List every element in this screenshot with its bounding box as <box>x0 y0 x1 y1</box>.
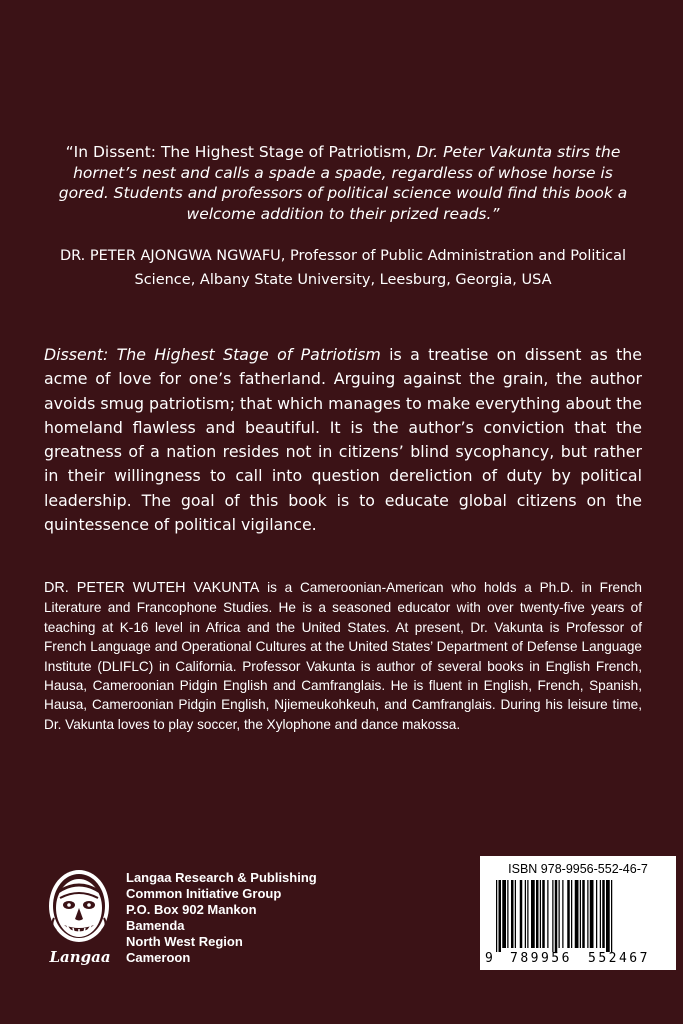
publisher-line: Bamenda <box>126 918 185 933</box>
barcode-bar <box>567 880 570 948</box>
barcode-bar <box>562 880 563 948</box>
author-name: DR. PETER WUTEH VAKUNTA <box>44 580 260 596</box>
endorsement-quote <box>46 142 640 224</box>
barcode-bar <box>606 880 610 952</box>
barcode-bar <box>611 880 612 952</box>
barcode-bar <box>531 880 535 948</box>
barcode-bar <box>507 880 508 948</box>
publisher-line: P.O. Box 902 Mankon <box>126 902 257 917</box>
barcode-bar <box>525 880 526 948</box>
barcode-bar <box>540 880 541 948</box>
publisher-line: Langaa Research & Publishing <box>126 870 317 885</box>
publisher-logo-text: Langaa <box>49 948 111 966</box>
publisher-address <box>126 870 317 966</box>
barcode-digits-left: 789956 <box>510 951 572 966</box>
barcode-bar <box>559 880 560 948</box>
barcode-bar <box>496 880 497 952</box>
barcode-bar <box>580 880 581 948</box>
publisher-logo <box>40 864 118 972</box>
barcode-bar <box>499 880 502 952</box>
quote-lead: “In Dissent: The Highest Stage of Patriotism, <box>65 143 417 161</box>
barcode-bar <box>515 880 516 948</box>
barcode-bar <box>536 880 539 948</box>
publisher-line: Cameroon <box>126 950 191 965</box>
barcode-bar <box>602 880 605 948</box>
barcode-bar <box>527 880 528 948</box>
quote-italic: Dr. Peter Vakunta stirs the hornet’s nest and calls a spade a spade, regardless of whose horse is gored. Students and professors of political science would find this book a welcome addition to their prized reads.” <box>58 143 628 223</box>
author-bio <box>44 578 642 734</box>
barcode-bar <box>547 880 548 948</box>
barcode-bar <box>542 880 545 948</box>
barcode-bar <box>502 880 506 948</box>
isbn-barcode <box>480 856 676 970</box>
synopsis-text: is a treatise on dissent as the acme of love for one’s fatherland. Arguing against the grain, the author avoids smug patriotism; that which manages to make everything about the homeland flawless and beautiful. It is the author’s conviction that the greatness of a nation resides not in citizens’ blind sycophancy, but rather in their willingness to call into question dereliction of duty by political leadership. The goal of this book is to educate global citizens on the quintessence of political vigilance. <box>44 345 643 535</box>
publisher-line: Common Initiative Group <box>126 886 282 901</box>
synopsis-book-title: Dissent: The Highest Stage of Patriotism <box>44 345 381 364</box>
barcode-bar <box>582 880 585 948</box>
barcode-bar <box>596 880 597 948</box>
endorser-credit: DR. PETER AJONGWA NGWAFU, Professor of Public Administration and Political Science, Albany State University, Leesburg, Georgia, USA <box>59 248 627 288</box>
author-bio-text: is a Cameroonian-American who holds a Ph.D. in French Literature and Francophone Studies. He is a seasoned educator with over twenty-five years of teaching at K-16 level in Africa and the United States. At present, Dr. Vakunta is Professor of French Language and Operational Cultures at the United States’ Department of Defense Language Institute (DLIFLC) in California. Professor Vakunta is author of several books in English French, Hausa, Cameroonian Pidgin English and Camfranglais. He is fluent in English, French, Spanish, Hausa, Cameroonian Pidgin English, Njiemeukohkeuh, and Camfranglais. During his leisure time, Dr. Vakunta loves to play soccer, the Xylophone and dance makossa. <box>44 580 642 732</box>
barcode-digits-right: 552467 <box>588 951 650 966</box>
barcode-bar <box>600 880 601 948</box>
barcode-bar <box>552 880 553 952</box>
barcode-bar <box>511 880 514 948</box>
barcode-bar <box>590 880 594 948</box>
barcode-bar <box>555 880 558 952</box>
publisher-line: North West Region <box>126 934 243 949</box>
barcode-digit-first: 9 <box>485 951 493 966</box>
barcode-bar <box>587 880 588 948</box>
barcode-bar <box>520 880 523 948</box>
barcode-bar <box>571 880 572 948</box>
barcode-bar <box>575 880 579 948</box>
book-synopsis <box>44 343 642 537</box>
isbn-label: ISBN 978-9956-552-46-7 <box>508 862 648 876</box>
